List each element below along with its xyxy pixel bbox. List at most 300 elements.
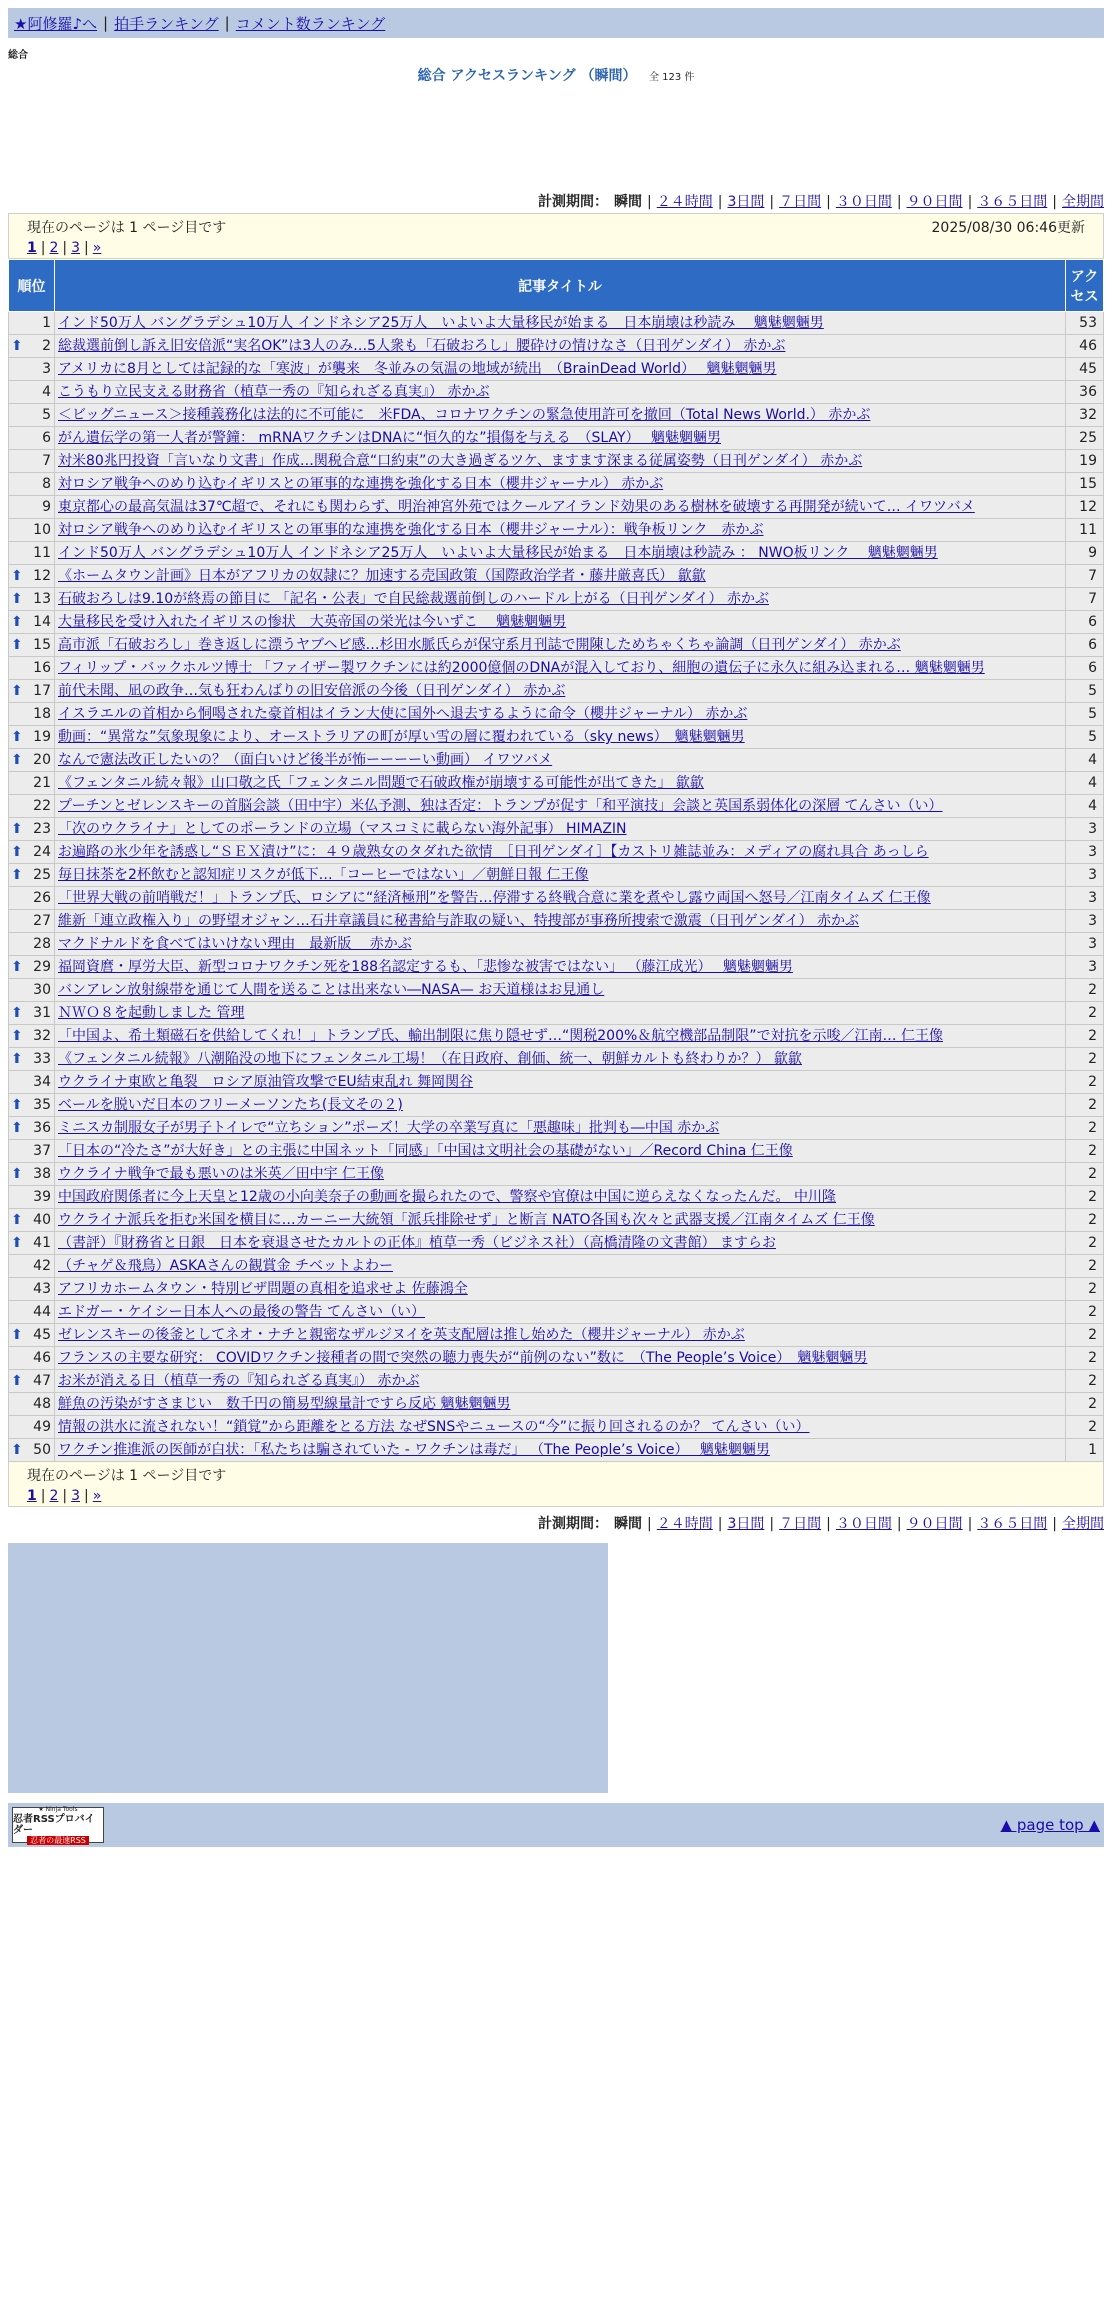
- access-count: 9: [1066, 542, 1104, 565]
- article-link[interactable]: （チャゲ＆飛鳥）ASKAさんの観賞金 チベットよわー: [58, 1258, 394, 1274]
- access-count: 7: [1066, 588, 1104, 611]
- period-separator: |: [647, 1516, 652, 1532]
- table-row: [9, 1370, 1104, 1393]
- title-cell: [55, 1048, 1066, 1071]
- period-link[interactable]: 全期間: [1062, 194, 1104, 210]
- rank-up-arrow-icon: ⬆: [11, 338, 23, 354]
- rank-cell: [9, 1324, 55, 1347]
- access-count: 3: [1066, 956, 1104, 979]
- table-header-row: [9, 260, 1104, 312]
- article-link[interactable]: こうもり立民支える財務省（植草一秀の『知られざる真実』） 赤かぶ: [58, 384, 490, 400]
- access-count: 2: [1066, 1324, 1104, 1347]
- table-row: [9, 1301, 1104, 1324]
- rank-cell: [9, 358, 55, 381]
- period-link[interactable]: ７日間: [779, 1516, 822, 1532]
- article-link[interactable]: 《フェンタニル続々報》山口敬之氏「フェンタニル問題で石破政権が崩壊する可能性が出てきた」 歙歙: [58, 775, 704, 791]
- period-link[interactable]: ３０日間: [835, 1516, 892, 1532]
- nav-separator: |: [103, 14, 109, 32]
- article-link[interactable]: 情報の洪水に流されない！“鎖覚”から距離をとる方法 なぜSNSやニュースの“今”に振り回されるのか？ てんさい（い）: [58, 1419, 810, 1435]
- table-row: [9, 933, 1104, 956]
- access-count: 2: [1066, 1278, 1104, 1301]
- table-row: [9, 404, 1104, 427]
- article-link[interactable]: 「日本の“冷たさ”が大好き」との主張に中国ネット「同感」「中国は文明社会の基礎がない」／Record China 仁王像: [58, 1143, 793, 1159]
- article-link[interactable]: ウクライナ派兵を拒む米国を横目に…カーニー大統領「派兵排除せず」と断言 NATO各国も次々と武器支援／江南タイムズ 仁王像: [58, 1212, 875, 1228]
- rank-number: 12: [33, 568, 51, 584]
- title-cell: [55, 542, 1066, 565]
- table-row: [9, 358, 1104, 381]
- rank-number: 15: [33, 637, 51, 653]
- access-count: 5: [1066, 703, 1104, 726]
- title-cell: [55, 473, 1066, 496]
- page-top-link[interactable]: ▲ page top ▲: [1000, 1816, 1100, 1834]
- table-row: [9, 1255, 1104, 1278]
- title-cell: [55, 588, 1066, 611]
- access-count: 2: [1066, 1255, 1104, 1278]
- rank-up-arrow-icon: ⬆: [11, 1442, 23, 1458]
- footer: [8, 1803, 1104, 1847]
- article-link[interactable]: インド50万人 バングラデシュ10万人 インドネシア25万人 いよいよ大量移民が始まる 日本崩壊は秒読み 魑魅魍魎男: [58, 315, 824, 331]
- title-cell: [55, 910, 1066, 933]
- title-cell: [55, 1347, 1066, 1370]
- table-row: [9, 496, 1104, 519]
- rank-number: 29: [33, 959, 51, 975]
- col-title-header: 記事タイトル: [55, 260, 1066, 312]
- title-cell: [55, 1393, 1066, 1416]
- table-row: [9, 749, 1104, 772]
- title-cell: [55, 1209, 1066, 1232]
- page-link-current[interactable]: 1: [27, 1488, 37, 1504]
- rank-number: 9: [42, 499, 51, 515]
- period-current: 瞬間: [614, 194, 643, 210]
- access-count: 3: [1066, 841, 1104, 864]
- table-row: [9, 726, 1104, 749]
- nav-separator: |: [224, 14, 230, 32]
- rank-number: 20: [33, 752, 51, 768]
- article-link[interactable]: 動画：“異常な”気象現象により、オーストラリアの町が厚い雪の層に覆われている（sky news） 魑魅魍魎男: [58, 729, 745, 745]
- period-separator: |: [717, 1516, 723, 1532]
- article-link[interactable]: バンアレン放射線帯を通じて人間を送ることは出来ない―NASA— お天道様はお見通し: [58, 982, 605, 998]
- table-row: [9, 864, 1104, 887]
- rank-number: 10: [33, 522, 51, 538]
- article-link[interactable]: ゼレンスキーの後釜としてネオ・ナチと親密なザルジヌイを英支配層は推し始めた（櫻井ジャーナル） 赤かぶ: [58, 1327, 745, 1343]
- access-count: 11: [1066, 519, 1104, 542]
- access-count: 2: [1066, 1347, 1104, 1370]
- period-selector-bottom: [8, 1513, 1104, 1533]
- title-cell: [55, 1071, 1066, 1094]
- article-link[interactable]: ＮＷＯ８を起動しました 管理: [58, 1005, 245, 1021]
- rank-number: 46: [33, 1350, 51, 1366]
- rank-cell: [9, 496, 55, 519]
- rank-cell: [9, 818, 55, 841]
- table-row: [9, 979, 1104, 1002]
- rank-up-arrow-icon: ⬆: [11, 637, 23, 653]
- title-cell: [55, 519, 1066, 542]
- rank-number: 3: [42, 361, 51, 377]
- rank-cell: [9, 933, 55, 956]
- period-link[interactable]: ９０日間: [906, 194, 963, 210]
- period-link[interactable]: ２４時間: [656, 194, 713, 210]
- title-cell: [55, 1163, 1066, 1186]
- article-link[interactable]: なんで憲法改正したいの？（面白いけど後半が怖ーーーーい動画） イワツバメ: [58, 752, 553, 768]
- rank-number: 39: [33, 1189, 51, 1205]
- rank-up-arrow-icon: ⬆: [11, 1166, 23, 1182]
- title-cell: [55, 772, 1066, 795]
- article-link[interactable]: 福岡資麿・厚労大臣、新型コロナワクチン死を188名認定するも、「悲惨な被害ではない」 （藤江成光） 魑魅魍魎男: [58, 959, 793, 975]
- rank-cell: [9, 772, 55, 795]
- rank-up-arrow-icon: ⬆: [11, 752, 23, 768]
- access-count: 2: [1066, 1117, 1104, 1140]
- rank-cell: [9, 427, 55, 450]
- article-link[interactable]: 中国政府関係者に今上天皇と12歳の小向美奈子の動画を撮られたので、警察や官僚は中国に逆らえなくなったんだ。 中川隆: [58, 1189, 836, 1205]
- table-row: [9, 887, 1104, 910]
- article-link[interactable]: 「世界大戦の前哨戦だ！」トランプ氏、ロシアに“経済極刑”を警告…停滞する終戦合意に業を煮やし露ウ両国へ怒号／江南タイムズ 仁王像: [58, 890, 931, 906]
- table-row: [9, 427, 1104, 450]
- table-row: [9, 1393, 1104, 1416]
- table-row: [9, 1232, 1104, 1255]
- article-link[interactable]: マクドナルドを食べてはいけない理由 最新版 赤かぶ: [58, 936, 412, 952]
- ranking-table: [8, 259, 1104, 1462]
- rank-number: 33: [33, 1051, 51, 1067]
- rank-number: 47: [33, 1373, 51, 1389]
- article-link[interactable]: 維新「連立政権入り」の野望オジャン…石井章議員に秘書給与詐取の疑い、特捜部が事務所捜索で激震（日刊ゲンダイ） 赤かぶ: [58, 913, 860, 929]
- article-link[interactable]: 高市派「石破おろし」巻き返しに漂うヤブヘビ感…杉田水脈氏らが保守系月刊誌で開陳しためちゃくちゃ論調（日刊ゲンダイ） 赤かぶ: [58, 637, 901, 653]
- article-link[interactable]: お遍路の氷少年を誘惑し“ＳＥＸ漬け”に：４９歳熟女のタダれた欲情 ［日刊ゲンダイ］【カストリ雑誌並み：メディアの腐れ具合 あっしら: [58, 844, 929, 860]
- title-cell: [55, 404, 1066, 427]
- title-cell: [55, 358, 1066, 381]
- page-separator: |: [84, 240, 89, 256]
- rank-up-arrow-icon: ⬆: [11, 614, 23, 630]
- article-link[interactable]: 前代未聞、凪の政争…気も狂わんばりの旧安倍派の今後（日刊ゲンダイ） 赤かぶ: [58, 683, 566, 699]
- title-cell: [55, 956, 1066, 979]
- total-count: 全 123 件: [648, 72, 695, 83]
- table-row: [9, 1324, 1104, 1347]
- title-cell: [55, 1370, 1066, 1393]
- period-selector-top: [8, 191, 1104, 211]
- rank-cell: [9, 519, 55, 542]
- page-link[interactable]: 2: [49, 240, 59, 256]
- rank-number: 6: [42, 430, 51, 446]
- article-link[interactable]: 《ホームタウン計画》日本がアフリカの奴隷に？加速する売国政策（国際政治学者・藤井厳喜氏） 歙歙: [58, 568, 706, 584]
- rank-number: 11: [33, 545, 51, 561]
- article-link[interactable]: エドガー・ケイシー日本人への最後の警告 てんさい（い）: [58, 1304, 426, 1320]
- title-cell: [55, 1439, 1066, 1462]
- rank-cell: [9, 634, 55, 657]
- table-row: [9, 795, 1104, 818]
- article-link[interactable]: 「中国よ、希土類磁石を供給してくれ！」トランプ氏、輸出制限に焦り隠せず…“関税200%＆航空機部品制限”で対抗を示唆／江南… 仁王像: [58, 1028, 943, 1044]
- page-link[interactable]: »: [92, 240, 102, 256]
- period-link[interactable]: ３６５日間: [977, 194, 1048, 210]
- rank-number: 25: [33, 867, 51, 883]
- title-cell: [55, 1094, 1066, 1117]
- rank-cell: [9, 749, 55, 772]
- table-row: [9, 381, 1104, 404]
- article-link[interactable]: フランスの主要な研究： COVIDワクチン接種者の間で突然の聴力喪失が“前例のない”数に （The People’s Voice） 魑魅魍魎男: [58, 1350, 868, 1366]
- period-link[interactable]: 3日間: [727, 1516, 765, 1532]
- period-link[interactable]: 3日間: [727, 194, 765, 210]
- rank-up-arrow-icon: ⬆: [11, 1235, 23, 1251]
- article-link[interactable]: 対ロシア戦争へのめり込むイギリスとの軍事的な連携を強化する日本（櫻井ジャーナル）：戦争板リンク 赤かぶ: [58, 522, 764, 538]
- table-row: [9, 1140, 1104, 1163]
- current-page-text: 現在のページは 1 ページ目です: [27, 220, 227, 236]
- rank-cell: [9, 1278, 55, 1301]
- article-link[interactable]: 石破おろしは9.10が終焉の節目に 「記名・公表」で自民総裁選前倒しのハードル上がる（日刊ゲンダイ） 赤かぶ: [58, 591, 769, 607]
- rank-cell: [9, 1370, 55, 1393]
- rank-number: 50: [33, 1442, 51, 1458]
- rank-cell: [9, 1117, 55, 1140]
- rank-cell: [9, 703, 55, 726]
- access-count: 3: [1066, 864, 1104, 887]
- rank-up-arrow-icon: ⬆: [11, 1005, 23, 1021]
- table-row: [9, 611, 1104, 634]
- rank-number: 34: [33, 1074, 51, 1090]
- access-count: 2: [1066, 979, 1104, 1002]
- col-rank-header: 順位: [9, 260, 55, 312]
- rank-cell: [9, 795, 55, 818]
- article-link[interactable]: がん遺伝学の第一人者が警鐘： mRNAワクチンはDNAに“恒久的な”損傷を与える （SLAY） 魑魅魍魎男: [58, 430, 721, 446]
- access-count: 4: [1066, 749, 1104, 772]
- home-link[interactable]: ★阿修羅♪へ: [14, 14, 98, 33]
- table-row: [9, 1278, 1104, 1301]
- period-link[interactable]: ２４時間: [656, 1516, 713, 1532]
- rank-number: 5: [42, 407, 51, 423]
- period-link[interactable]: ７日間: [779, 194, 822, 210]
- period-separator: |: [896, 1516, 902, 1532]
- rank-cell: [9, 1140, 55, 1163]
- article-link[interactable]: フィリップ・バックホルツ博士 「ファイザー製ワクチンには約2000億個のDNAが混入しており、細胞の遺伝子に永久に組み込まれる… 魑魅魍魎男: [58, 660, 985, 676]
- rank-number: 28: [33, 936, 51, 952]
- rank-cell: [9, 841, 55, 864]
- clap-ranking-link[interactable]: 拍手ランキング: [114, 14, 219, 33]
- rank-up-arrow-icon: ⬆: [11, 1327, 23, 1343]
- title-cell: [55, 887, 1066, 910]
- access-count: 2: [1066, 1301, 1104, 1324]
- page-separator: |: [40, 1488, 46, 1504]
- article-link[interactable]: 大量移民を受け入れたイギリスの惨状 大英帝国の栄光は今いずこ 魑魅魍魎男: [58, 614, 567, 630]
- page: [0, 8, 1112, 1847]
- rank-number: 41: [33, 1235, 51, 1251]
- access-count: 7: [1066, 565, 1104, 588]
- access-count: 2: [1066, 1140, 1104, 1163]
- title-cell: [55, 979, 1066, 1002]
- article-link[interactable]: イスラエルの首相から恫喝された豪首相はイラン大使に国外へ退去するように命令（櫻井ジャーナル） 赤かぶ: [58, 706, 748, 722]
- rank-number: 27: [33, 913, 51, 929]
- rank-number: 14: [33, 614, 51, 630]
- access-count: 2: [1066, 1209, 1104, 1232]
- title-cell: [55, 1025, 1066, 1048]
- table-row: [9, 1025, 1104, 1048]
- table-row: [9, 1209, 1104, 1232]
- title-cell: [55, 1278, 1066, 1301]
- title-cell: [55, 680, 1066, 703]
- article-link[interactable]: 東京都心の最高気温は37℃超で、それにも関わらず、明治神宮外苑ではクールアイランド効果のある樹林を破壊する再開発が続いて… イワツバメ: [58, 499, 975, 515]
- rank-up-arrow-icon: ⬆: [11, 1212, 23, 1228]
- access-count: 3: [1066, 818, 1104, 841]
- rank-up-arrow-icon: ⬆: [11, 683, 23, 699]
- table-row: [9, 1094, 1104, 1117]
- rank-cell: [9, 335, 55, 358]
- rank-up-arrow-icon: ⬆: [11, 729, 23, 745]
- rank-cell: [9, 1048, 55, 1071]
- article-link[interactable]: 対米80兆円投資「言いなり文書」作成…関税合意“口約束”の大き過ぎるツケ、ますます深まる従属姿勢（日刊ゲンダイ） 赤かぶ: [58, 453, 863, 469]
- pager-top: [8, 213, 1104, 259]
- title-cell: [55, 1186, 1066, 1209]
- top-nav: [8, 8, 1104, 38]
- table-row: [9, 473, 1104, 496]
- rank-number: 21: [33, 775, 51, 791]
- logo-line1: ★ Ninja Tools: [38, 1806, 78, 1813]
- table-row: [9, 542, 1104, 565]
- rank-number: 23: [33, 821, 51, 837]
- table-row: [9, 818, 1104, 841]
- rank-cell: [9, 680, 55, 703]
- period-separator: |: [717, 194, 723, 210]
- page-link[interactable]: 2: [49, 1488, 59, 1504]
- article-link[interactable]: ベールを脱いだ日本のフリーメーソンたち(長文その２): [58, 1097, 403, 1113]
- rank-cell: [9, 588, 55, 611]
- table-row: [9, 1071, 1104, 1094]
- article-link[interactable]: ウクライナ戦争で最も悪いのは米英／田中宇 仁王像: [58, 1166, 385, 1182]
- rank-cell: [9, 910, 55, 933]
- rank-cell: [9, 979, 55, 1002]
- access-count: 6: [1066, 657, 1104, 680]
- article-link[interactable]: （書評）『財務省と日銀 日本を衰退させたカルトの正体』植草一秀（ビジネス社）（高橋清隆の文書館） ますらお: [58, 1235, 777, 1251]
- title-cell: [55, 1140, 1066, 1163]
- period-link[interactable]: ３６５日間: [977, 1516, 1048, 1532]
- article-link[interactable]: 《フェンタニル続報》八潮陥没の地下にフェンタニル工場！（在日政府、創価、統一、朝鮮カルトも終わりか？） 歙歙: [58, 1051, 802, 1067]
- page-link[interactable]: 3: [71, 240, 81, 256]
- article-link[interactable]: 対ロシア戦争へのめり込むイギリスとの軍事的な連携を強化する日本（櫻井ジャーナル） 赤かぶ: [58, 476, 664, 492]
- rank-cell: [9, 404, 55, 427]
- article-link[interactable]: インド50万人 バングラデシュ10万人 インドネシア25万人 いよいよ大量移民が始まる 日本崩壊は秒読み ： NWO板リンク 魑魅魍魎男: [58, 545, 938, 561]
- article-link[interactable]: アフリカホームタウン・特別ビザ問題の真相を追求せよ 佐藤鴻全: [58, 1281, 468, 1297]
- period-label: 計測期間：: [538, 194, 609, 210]
- article-link[interactable]: 鮮魚の汚染がすさまじい 数千円の簡易型線量計ですら反応 魑魅魍魎男: [58, 1396, 511, 1412]
- article-link[interactable]: 毎日抹茶を2杯飲むと認知症リスクが低下…「コーヒーではない」／朝鮮日報 仁王像: [58, 867, 589, 883]
- logo-line2: 忍者RSSプロバイダー: [13, 1814, 95, 1836]
- rank-number: 31: [33, 1005, 51, 1021]
- period-current: 瞬間: [614, 1516, 643, 1532]
- article-link[interactable]: ワクチン推進派の医師が白状：「私たちは騙されていた - ワクチンは毒だ」 （The People’s Voice） 魑魅魍魎男: [58, 1442, 770, 1458]
- rank-cell: [9, 1002, 55, 1025]
- period-separator: |: [967, 1516, 973, 1532]
- rank-cell: [9, 450, 55, 473]
- rank-up-arrow-icon: ⬆: [11, 1028, 23, 1044]
- rank-cell: [9, 956, 55, 979]
- title-cell: [55, 795, 1066, 818]
- article-link[interactable]: 総裁選前倒し訴え旧安倍派“実名OK”は3人のみ…5人衆も「石破おろし」腰砕けの情けなさ（日刊ゲンダイ） 赤かぶ: [58, 338, 786, 354]
- article-link[interactable]: ミニスカ制服女子が男子トイレで“立ちション”ポーズ！大学の卒業写真に「悪趣味」批判も―中国 赤かぶ: [58, 1120, 720, 1136]
- rank-number: 44: [33, 1304, 51, 1320]
- article-link[interactable]: プーチンとゼレンスキーの首脳会談（田中宇）米仏予測、独は否定：トランプが促す「和平演技」会談と英国系弱体化の深層 てんさい（い）: [58, 798, 943, 814]
- access-count: 3: [1066, 933, 1104, 956]
- rank-cell: [9, 864, 55, 887]
- table-row: [9, 519, 1104, 542]
- rank-number: 2: [42, 338, 51, 354]
- access-count: 1: [1066, 1439, 1104, 1462]
- table-row: [9, 588, 1104, 611]
- comment-ranking-link[interactable]: コメント数ランキング: [235, 14, 386, 33]
- access-count: 19: [1066, 450, 1104, 473]
- title-cell: [55, 933, 1066, 956]
- page-separator: |: [62, 1488, 68, 1504]
- access-count: 46: [1066, 335, 1104, 358]
- table-row: [9, 956, 1104, 979]
- rank-number: 8: [42, 476, 51, 492]
- period-link[interactable]: 全期間: [1062, 1516, 1104, 1532]
- title-cell: [55, 427, 1066, 450]
- access-count: 4: [1066, 795, 1104, 818]
- period-label: 計測期間：: [538, 1516, 609, 1532]
- access-count: 53: [1066, 312, 1104, 335]
- article-link[interactable]: ウクライナ東欧と亀裂 ロシア原油管攻撃でEU結束乱れ 舞岡関谷: [58, 1074, 474, 1090]
- access-count: 6: [1066, 611, 1104, 634]
- article-link[interactable]: お米が消える日（植草一秀の『知られざる真実』） 赤かぶ: [58, 1373, 420, 1389]
- access-count: 2: [1066, 1094, 1104, 1117]
- access-count: 2: [1066, 1163, 1104, 1186]
- access-count: 45: [1066, 358, 1104, 381]
- rank-number: 49: [33, 1419, 51, 1435]
- rank-cell: [9, 1347, 55, 1370]
- rank-cell: [9, 312, 55, 335]
- rank-cell: [9, 381, 55, 404]
- page-separator: |: [62, 240, 68, 256]
- article-link[interactable]: アメリカに8月としては記録的な「寒波」が襲来 冬並みの気温の地域が続出 （BrainDead World） 魑魅魍魎男: [58, 361, 777, 377]
- access-count: 2: [1066, 1048, 1104, 1071]
- rank-number: 42: [33, 1258, 51, 1274]
- article-link[interactable]: 「次のウクライナ」としてのポーランドの立場（マスコミに載らない海外記事） HIMAZIN: [58, 821, 627, 837]
- access-count: 5: [1066, 680, 1104, 703]
- rank-number: 4: [42, 384, 51, 400]
- table-row: [9, 1163, 1104, 1186]
- table-row: [9, 1048, 1104, 1071]
- rank-up-arrow-icon: ⬆: [11, 867, 23, 883]
- rank-number: 38: [33, 1166, 51, 1182]
- rank-up-arrow-icon: ⬆: [11, 591, 23, 607]
- rank-number: 32: [33, 1028, 51, 1044]
- article-link[interactable]: ＜ビッグニュース＞接種義務化は法的に不可能に 米FDA、コロナワクチンの緊急使用許可を撤回（Total News World.） 赤かぶ: [58, 407, 871, 423]
- title-cell: [55, 657, 1066, 680]
- page-link[interactable]: »: [92, 1488, 102, 1504]
- period-link[interactable]: ９０日間: [906, 1516, 963, 1532]
- access-count: 2: [1066, 1416, 1104, 1439]
- title-cell: [55, 703, 1066, 726]
- page-link[interactable]: 3: [71, 1488, 81, 1504]
- page-heading: [8, 65, 1104, 85]
- title-cell: [55, 496, 1066, 519]
- access-count: 2: [1066, 1025, 1104, 1048]
- title-cell: [55, 1117, 1066, 1140]
- period-separator: |: [1052, 194, 1057, 210]
- title-cell: [55, 1002, 1066, 1025]
- page-separator: |: [40, 240, 46, 256]
- rank-cell: [9, 1232, 55, 1255]
- ninja-rss-logo[interactable]: [12, 1807, 104, 1843]
- rank-number: 45: [33, 1327, 51, 1343]
- period-separator: |: [826, 194, 831, 210]
- category-label: 総合: [8, 50, 28, 61]
- table-row: [9, 1002, 1104, 1025]
- table-row: [9, 450, 1104, 473]
- rank-up-arrow-icon: ⬆: [11, 959, 23, 975]
- rank-up-arrow-icon: ⬆: [11, 1097, 23, 1113]
- period-link[interactable]: ３０日間: [835, 194, 892, 210]
- period-separator: |: [769, 194, 775, 210]
- title-cell: [55, 381, 1066, 404]
- page-link-current[interactable]: 1: [27, 240, 37, 256]
- title-cell: [55, 864, 1066, 887]
- table-row: [9, 657, 1104, 680]
- table-row: [9, 312, 1104, 335]
